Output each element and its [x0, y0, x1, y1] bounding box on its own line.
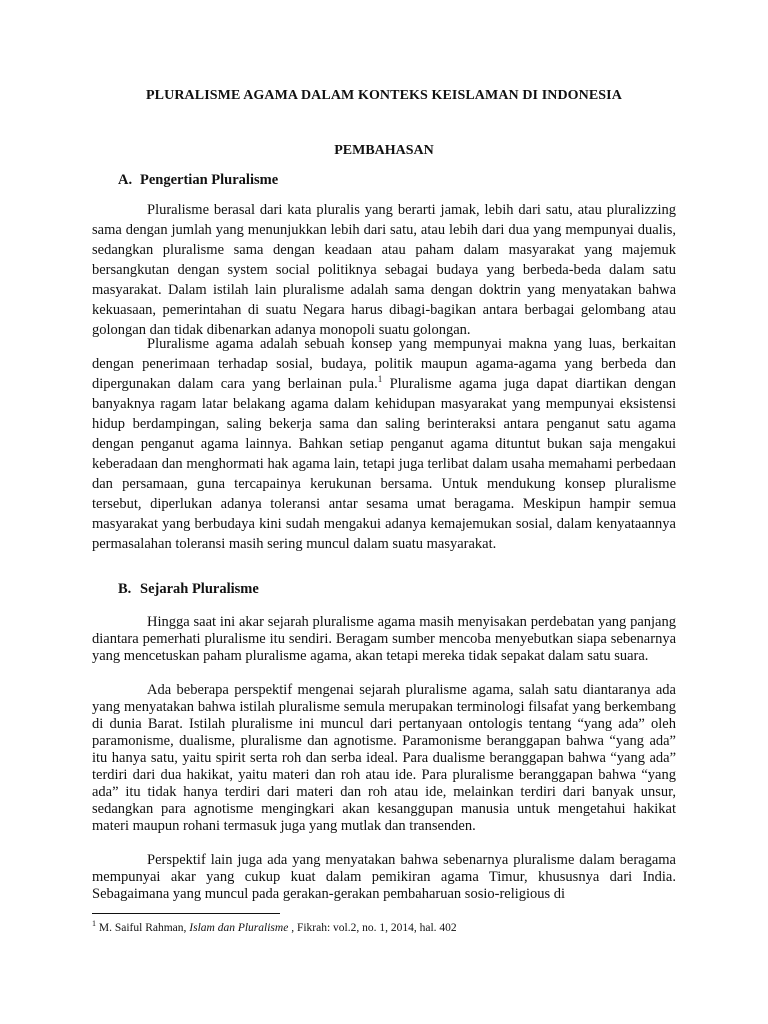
- footnote: [92, 919, 457, 934]
- document-title: PLURALISME AGAMA DALAM KONTEKS KEISLAMAN DI INDONESIA: [146, 88, 622, 103]
- section-b-paragraph-1: Hingga saat ini akar sejarah pluralisme agama masih menyisakan perdebatan yang panjang diantara pemerhati pluralisme itu sendiri. Beragam sumber mencoba menyebutkan siapa sebenarnya yang mencetuskan paham pluralisme agama, akan tetapi mereka tidak sepakat dalam satu suara.: [92, 614, 676, 664]
- section-a-title: Pengertian Pluralisme: [140, 172, 279, 188]
- section-b-paragraph-3: Perspektif lain juga ada yang menyatakan bahwa sebenarnya pluralisme dalam beragama mempunyai akar yang cukup kuat dalam pemikiran agama Timur, khususnya dari India. Sebagaimana yang muncul pada gerakan-gerakan pembaharuan sosio-religious di: [92, 852, 676, 902]
- section-a-letter: A.: [118, 172, 133, 188]
- section-a-paragraph-2-part-2: Pluralisme agama juga dapat diartikan dengan banyaknya ragam latar belakang agama dalam kehidupan masyarakat yang mempunyai eksistensi hidup berdampingan, saling bekerja sama dan saling berinteraksi antara penganut satu agama dengan penganut agama lainnya. Bahkan setiap penganut agama dituntut bukan saja mengakui keberadaan dan menghormati hak agama lain, tetapi juga terlibat dalam usaha memahami perbedaan dan persamaan, guna tercapainya kerukunan bersama. Untuk mendukung konsep pluralisme tersebut, diperlukan adanya toleransi antar sesama umat beragama. Meskipun hampir semua masyarakat yang berbudaya kini sudah mengakui adanya kemajemukan sosial, dalam kenyataannya permasalahan toleransi masih sering muncul dalam suatu masyarakat.: [92, 376, 676, 552]
- footnote-divider: [92, 913, 280, 914]
- footnote-number: 1: [92, 919, 96, 929]
- footnote-details: , Fikrah: vol.2, no. 1, 2014, hal. 402: [288, 922, 457, 934]
- section-a-paragraph-2-part-1: Pluralisme agama adalah sebuah konsep yang mempunyai makna yang luas, berkaitan dengan penerimaan terhadap sosial, budaya, politik maupun agama-agama yang berbeda dan dipergunakan dalam cara yang berlainan pula.: [92, 336, 676, 392]
- section-b-letter: B.: [118, 581, 132, 597]
- footnote-author: M. Saiful Rahman,: [96, 922, 190, 934]
- section-b-title: Sejarah Pluralisme: [140, 581, 259, 597]
- section-a-heading: [118, 172, 278, 189]
- section-a-paragraph-1: Pluralisme berasal dari kata pluralis yang berarti jamak, lebih dari satu, atau pluralizzing sama dengan jumlah yang menunjukkan lebih dari satu, atau lebih dari dua yang mempunyai dualis, sedangkan pluralisme sama dengan keadaan atau paham dalam masyarakat yang majemuk bersangkutan dengan system social politiknya sebagai budaya yang berbeda-beda dalam satu masyarakat. Dalam istilah lain pluralisme adalah sama dengan doktrin yang menyatakan bahwa kekuasaan, pemerintahan di suatu Negara harus dibagi-bagikan antara berbagai gelombang atau golongan dan tidak dibenarkan adanya monopoli suatu golongan.: [92, 202, 676, 338]
- footnote-work-title: Islam dan Pluralisme: [189, 922, 289, 934]
- document-subtitle: PEMBAHASAN: [334, 143, 434, 158]
- section-b-paragraph-2: Ada beberapa perspektif mengenai sejarah pluralisme agama, salah satu diantaranya ada yang menyatakan bahwa istilah pluralisme semula merupakan terminologi filsafat yang berkembang di dunia Barat. Istilah pluralisme ini muncul dari pertanyaan ontologis tentang “yang ada” oleh paramonisme, dualisme, pluralisme dan agnotisme. Paramonisme beranggapan bahwa “yang ada” itu hanya satu, yaitu spirit serta roh dan serba ideal. Para dualisme beranggapan bahwa “yang ada” terdiri dari dua hakikat, yaitu materi dan roh atau ide. Para pluralisme beranggapan bahwa “yang ada” itu tidak hanya terdiri dari materi dan roh atau ide, melainkan terdiri dari banyak unsur, sedangkan para agnotisme mengingkari akan kesanggupan manusia untuk mengetahui hakikat materi maupun rohani termasuk juga yang mutlak dan transenden.: [92, 682, 676, 834]
- section-b-heading: [118, 581, 259, 598]
- footnote-reference: 1: [377, 374, 383, 385]
- section-a-paragraph-2: [92, 334, 676, 554]
